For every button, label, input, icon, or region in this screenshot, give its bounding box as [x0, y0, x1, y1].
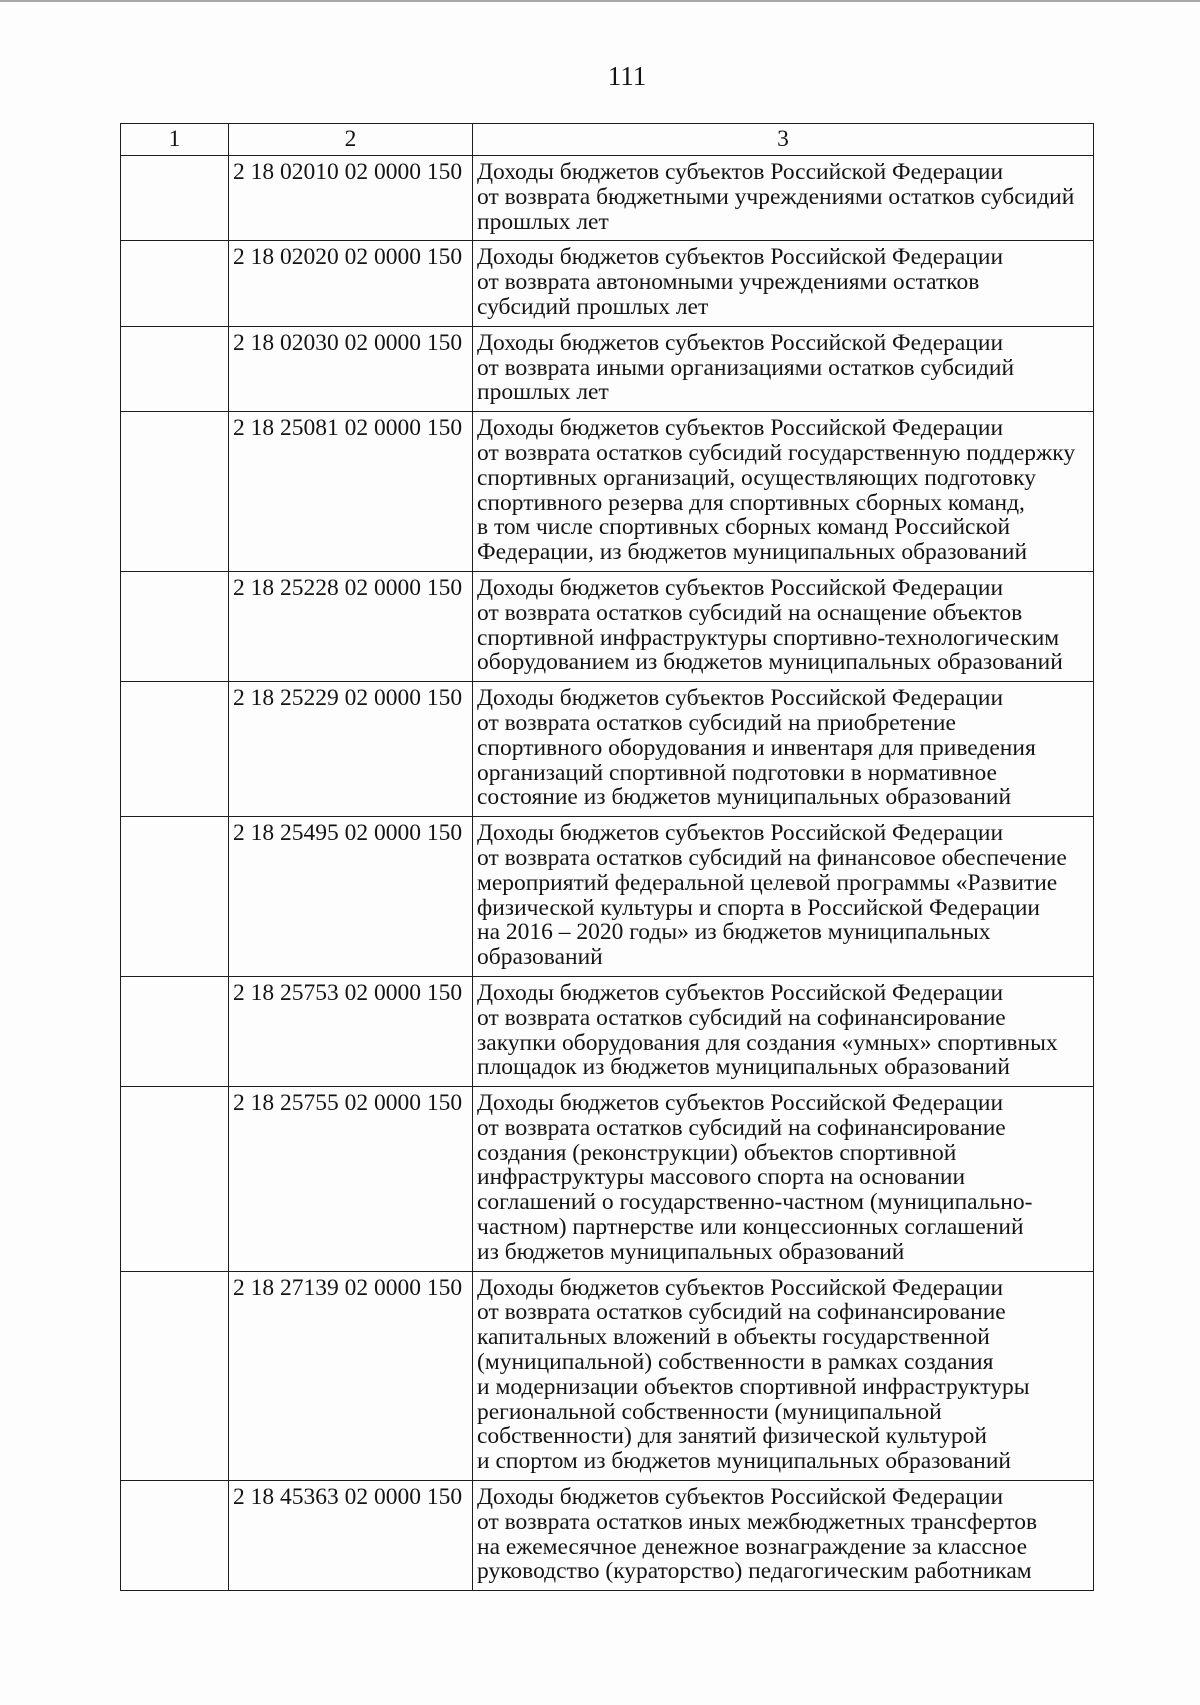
cell-code: 2 18 25081 02 0000 150: [229, 412, 473, 572]
description-line: Доходы бюджетов субъектов Российской Федерации: [477, 244, 1004, 271]
description-line: создания (реконструкции) объектов спортивной: [477, 1139, 957, 1166]
cell-description: [473, 817, 1094, 977]
description-line: субсидий прошлых лет: [477, 293, 709, 320]
description-line: соглашений о государственно-частном (муниципально-: [477, 1189, 1033, 1216]
description-line: физической культуры и спорта в Российской Федерации: [477, 894, 1040, 921]
cell-col-1: [121, 976, 229, 1086]
cell-code: 2 18 02020 02 0000 150: [229, 241, 473, 326]
cell-col-1: [121, 1481, 229, 1591]
cell-description: [473, 156, 1094, 241]
description-line: региональной собственности (муниципальной: [477, 1398, 942, 1425]
cell-col-1: [121, 1087, 229, 1272]
description-line: Доходы бюджетов субъектов Российской Федерации: [477, 1090, 1004, 1117]
description-line: оборудованием из бюджетов муниципальных образований: [477, 649, 1063, 676]
description-line: Доходы бюджетов субъектов Российской Федерации: [477, 415, 1004, 442]
cell-code: 2 18 25228 02 0000 150: [229, 571, 473, 681]
description-line: собственности) для занятий физической культурой: [477, 1423, 987, 1450]
description-line: от возврата остатков иных межбюджетных трансфертов: [477, 1508, 1038, 1535]
description-line: частном) партнерстве или концессионных соглашений: [477, 1214, 1024, 1241]
description-line: Доходы бюджетов субъектов Российской Федерации: [477, 1274, 1004, 1301]
description-line: спортивного оборудования и инвентаря для приведения: [477, 734, 1036, 761]
description-line: и спортом из бюджетов муниципальных образований: [477, 1448, 1012, 1475]
description-line: Доходы бюджетов субъектов Российской Федерации: [477, 820, 1004, 847]
description-line: капитальных вложений в объекты государственной: [477, 1324, 990, 1351]
page-number: 111: [607, 61, 647, 91]
header-row: [121, 124, 1094, 156]
cell-code: 2 18 02030 02 0000 150: [229, 326, 473, 411]
description-line: от возврата остатков субсидий на софинансирование: [477, 1299, 1006, 1326]
description-line: площадок из бюджетов муниципальных образований: [477, 1054, 1010, 1081]
cell-col-1: [121, 326, 229, 411]
description-line: от возврата остатков субсидий на приобретение: [477, 709, 956, 736]
description-line: от возврата иными организациями остатков субсидий: [477, 354, 1015, 381]
description-line: от возврата остатков субсидий на финансовое обеспечение: [477, 844, 1067, 871]
description-line: Доходы бюджетов субъектов Российской Федерации: [477, 574, 1004, 601]
description-line: состояние из бюджетов муниципальных образований: [477, 784, 1012, 811]
table-row: [121, 1481, 1094, 1591]
description-line: от возврата автономными учреждениями остатков: [477, 269, 980, 296]
table-row: [121, 682, 1094, 817]
cell-description: [473, 976, 1094, 1086]
description-line: Доходы бюджетов субъектов Российской Федерации: [477, 159, 1004, 185]
description-line: руководство (кураторство) педагогическим работникам: [477, 1558, 1032, 1585]
table-header: [121, 124, 1094, 156]
description-line: спортивной инфраструктуры спортивно-технологическим: [477, 624, 1060, 651]
description-line: из бюджетов муниципальных образований: [477, 1238, 905, 1265]
cell-col-1: [121, 156, 229, 241]
description-line: образований: [477, 944, 603, 971]
table-row: [121, 1271, 1094, 1480]
cell-col-1: [121, 571, 229, 681]
description-line: и модернизации объектов спортивной инфраструктуры: [477, 1373, 1030, 1400]
cell-description: [473, 1087, 1094, 1272]
cell-code: 2 18 25229 02 0000 150: [229, 682, 473, 817]
description-line: Доходы бюджетов субъектов Российской Федерации: [477, 329, 1004, 356]
description-line: Доходы бюджетов субъектов Российской Федерации: [477, 685, 1004, 712]
description-line: спортивных организаций, осуществляющих подготовку: [477, 464, 1036, 491]
cell-code: 2 18 27139 02 0000 150: [229, 1271, 473, 1480]
description-line: Доходы бюджетов субъектов Российской Федерации: [477, 1484, 1004, 1511]
table-row: [121, 976, 1094, 1086]
cell-col-1: [121, 682, 229, 817]
description-line: инфраструктуры массового спорта на основании: [477, 1164, 966, 1191]
table-row: [121, 326, 1094, 411]
description-line: закупки оборудования для создания «умных» спортивных: [477, 1029, 1058, 1056]
description-line: от возврата остатков субсидий на софинансирование: [477, 1114, 1006, 1141]
description-line: Доходы бюджетов субъектов Российской Федерации: [477, 979, 1004, 1006]
cell-code: 2 18 02010 02 0000 150: [229, 156, 473, 241]
description-line: спортивного резерва для спортивных сборных команд,: [477, 489, 1025, 516]
cell-col-1: [121, 412, 229, 572]
description-line: от возврата остатков субсидий на оснащение объектов: [477, 599, 1023, 626]
cell-col-1: [121, 817, 229, 977]
cell-description: [473, 1271, 1094, 1480]
cell-code: 2 18 25495 02 0000 150: [229, 817, 473, 977]
cell-description: [473, 1481, 1094, 1591]
description-line: на 2016 – 2020 годы» из бюджетов муниципальных: [477, 919, 991, 946]
description-line: (муниципальной) собственности в рамках создания: [477, 1349, 994, 1376]
cell-col-1: [121, 1271, 229, 1480]
table-body: [121, 156, 1094, 1591]
scan-edge: [0, 0, 1200, 2]
revenue-codes-table: [120, 123, 1094, 1591]
cell-code: 2 18 25755 02 0000 150: [229, 1087, 473, 1272]
header-col-2: 2: [229, 124, 473, 156]
description-line: прошлых лет: [477, 208, 609, 235]
cell-description: [473, 326, 1094, 411]
cell-description: [473, 412, 1094, 572]
description-line: прошлых лет: [477, 379, 609, 406]
description-line: мероприятий федеральной целевой программы «Развитие: [477, 869, 1058, 896]
cell-description: [473, 571, 1094, 681]
header-col-1: 1: [121, 124, 229, 156]
cell-description: [473, 241, 1094, 326]
table-row: [121, 241, 1094, 326]
description-line: на ежемесячное денежное вознаграждение за классное: [477, 1533, 1028, 1560]
table-row: [121, 1087, 1094, 1272]
description-line: от возврата бюджетными учреждениями остатков субсидий: [477, 183, 1075, 210]
header-col-3: 3: [473, 124, 1094, 156]
description-line: организаций спортивной подготовки в нормативное: [477, 759, 997, 786]
cell-code: 2 18 45363 02 0000 150: [229, 1481, 473, 1591]
description-line: в том числе спортивных сборных команд Российской: [477, 514, 1011, 541]
cell-description: [473, 682, 1094, 817]
description-line: от возврата остатков субсидий государственную поддержку: [477, 439, 1076, 466]
description-line: от возврата остатков субсидий на софинансирование: [477, 1004, 1006, 1031]
table-row: [121, 817, 1094, 977]
table-row: [121, 571, 1094, 681]
cell-col-1: [121, 241, 229, 326]
description-line: Федерации, из бюджетов муниципальных образований: [477, 539, 1028, 566]
table-row: [121, 412, 1094, 572]
table-row: [121, 156, 1094, 241]
cell-code: 2 18 25753 02 0000 150: [229, 976, 473, 1086]
